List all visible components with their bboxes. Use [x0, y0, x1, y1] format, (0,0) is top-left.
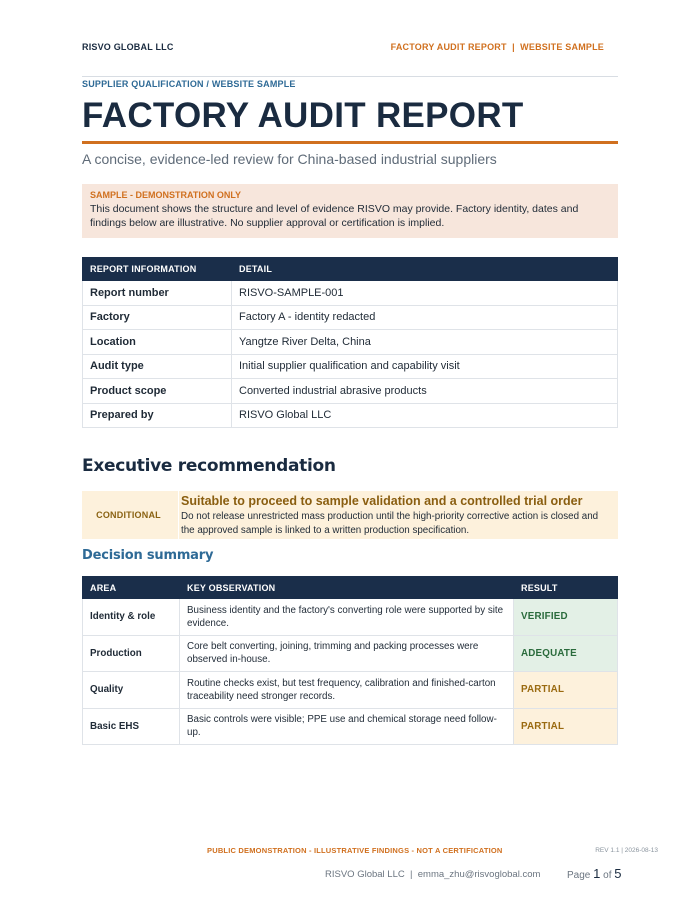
footer-contact: RISVO Global LLC | emma_zhu@risvoglobal.com [325, 869, 541, 880]
decision-summary-heading: Decision summary [82, 548, 214, 563]
column-header: KEY OBSERVATION [180, 577, 514, 599]
page-label: Page [567, 870, 591, 881]
table-row [83, 403, 618, 428]
table-row [83, 672, 618, 709]
decision-summary-table [82, 576, 618, 745]
table-row [83, 330, 618, 355]
header-report-tag: FACTORY AUDIT REPORT | WEBSITE SAMPLE [390, 42, 604, 52]
table-header-row [83, 577, 618, 599]
area-cell: Basic EHS [83, 708, 180, 745]
recommendation-divider [178, 491, 179, 539]
report-info-table [82, 257, 618, 428]
title-divider [82, 141, 618, 144]
table-row [83, 635, 618, 672]
recommendation-box [82, 491, 618, 539]
area-cell: Identity & role [83, 599, 180, 636]
footer-revision: REV 1.1 | 2026-08-13 [595, 847, 658, 854]
area-cell: Quality [83, 672, 180, 709]
info-key: Report number [83, 281, 232, 306]
table-row [83, 281, 618, 306]
result-badge: VERIFIED [514, 599, 618, 636]
page-total: 5 [614, 866, 622, 881]
table-row [83, 305, 618, 330]
table-header-row [83, 258, 618, 281]
info-key: Location [83, 330, 232, 355]
observation-cell: Basic controls were visible; PPE use and chemical storage need follow-up. [180, 708, 514, 745]
column-header: RESULT [514, 577, 618, 599]
recommendation-body: Do not release unrestricted mass production until the high-priority corrective action is closed and the approved sample is linked to a written production specification. [181, 511, 599, 536]
column-header: DETAIL [232, 258, 618, 281]
footer-disclaimer: PUBLIC DEMONSTRATION - ILLUSTRATIVE FINDINGS - NOT A CERTIFICATION [207, 846, 503, 855]
info-key: Product scope [83, 379, 232, 404]
info-value: Yangtze River Delta, China [232, 330, 618, 355]
page-subtitle: A concise, evidence-led review for China-based industrial suppliers [82, 151, 497, 167]
result-badge: PARTIAL [514, 708, 618, 745]
page-title: FACTORY AUDIT REPORT [82, 96, 524, 135]
info-value: Initial supplier qualification and capability visit [232, 354, 618, 379]
header-company: RISVO GLOBAL LLC [82, 42, 174, 52]
table-row [83, 354, 618, 379]
recommendation-status-tag: CONDITIONAL [96, 510, 161, 520]
info-value: Converted industrial abrasive products [232, 379, 618, 404]
result-badge: PARTIAL [514, 672, 618, 709]
notice-text: This document shows the structure and level of evidence RISVO may provide. Factory identity, dates and findings below are illustrative. No supplier approval or certification is implied. [90, 203, 579, 229]
area-cell: Production [83, 635, 180, 672]
page-current: 1 [593, 866, 601, 881]
info-key: Prepared by [83, 403, 232, 428]
info-value: RISVO-SAMPLE-001 [232, 281, 618, 306]
table-row [83, 708, 618, 745]
info-key: Audit type [83, 354, 232, 379]
observation-cell: Routine checks exist, but test frequency, calibration and finished-carton traceability need stronger records. [180, 672, 514, 709]
info-value: Factory A - identity redacted [232, 305, 618, 330]
column-header: AREA [83, 577, 180, 599]
table-row [83, 599, 618, 636]
table-row [83, 379, 618, 404]
observation-cell: Core belt converting, joining, trimming and packing processes were observed in-house. [180, 635, 514, 672]
notice-label: SAMPLE - DEMONSTRATION ONLY [90, 190, 242, 200]
recommendation-headline: Suitable to proceed to sample validation and a controlled trial order [181, 494, 583, 508]
sample-notice [82, 184, 618, 238]
eyebrow-label: SUPPLIER QUALIFICATION / WEBSITE SAMPLE [82, 79, 296, 89]
page-number [567, 866, 622, 881]
info-value: RISVO Global LLC [232, 403, 618, 428]
result-badge: ADEQUATE [514, 635, 618, 672]
column-header: REPORT INFORMATION [83, 258, 232, 281]
page-of: of [603, 870, 612, 881]
observation-cell: Business identity and the factory's converting role were supported by site evidence. [180, 599, 514, 636]
info-key: Factory [83, 305, 232, 330]
header-divider [82, 76, 618, 77]
executive-recommendation-heading: Executive recommendation [82, 456, 336, 476]
